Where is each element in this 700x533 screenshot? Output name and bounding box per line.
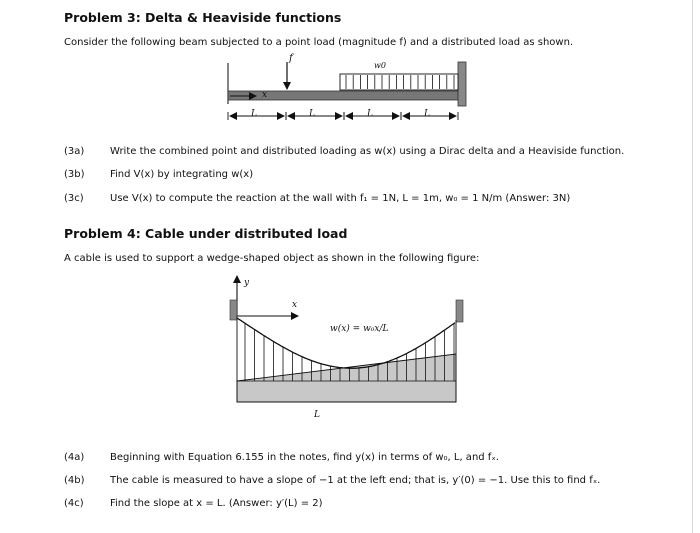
load-function-label: w(x) = w₀x/L [330,324,389,334]
item-3b-text: Find V(x) by integrating w(x) [110,169,254,180]
problem3-intro: Consider the following beam subjected to a point load (magnitude f) and a distributed load as shown. [64,37,574,48]
x-axis-label: x [262,90,268,100]
item-4a-text: Beginning with Equation 6.155 in the notes, find y(x) in terms of w₀, L, and fₓ. [110,452,499,463]
distributed-load [340,74,458,90]
cable-figure [230,276,463,402]
span-label-2: L [309,109,315,119]
item-3a-text: Write the combined point and distributed loading as w(x) using a Dirac delta and a Heaviside function. [110,146,625,157]
distributed-load-label: w0 [374,61,386,70]
item-3c-text: Use V(x) to compute the reaction at the wall with f₁ = 1N, L = 1m, w₀ = 1 N/m (Answer: 3N) [110,193,571,204]
item-4b-text: The cable is measured to have a slope of −1 at the left end; that is, y′(0) = −1. Use this to find fₓ. [110,475,601,486]
span-label-4: L [424,109,430,119]
problem4-title: Problem 4: Cable under distributed load [64,226,348,241]
item-3c-label: (3c) [64,193,84,204]
span-label-1: L [251,109,257,119]
problem4-intro: A cable is used to support a wedge-shaped object as shown in the following figure: [64,253,480,264]
span-label-cable: L [314,410,320,420]
item-4b-label: (4b) [64,475,85,486]
left-support [230,300,237,320]
problem3-title: Problem 3: Delta & Heaviside functions [64,10,342,25]
item-3a-label: (3a) [64,146,85,157]
item-4c-label: (4c) [64,498,84,509]
x-axis-label-cable: x [292,300,298,310]
point-load-label: f [289,53,293,64]
item-4c-text: Find the slope at x = L. (Answer: y′(L) = 2) [110,498,323,509]
right-support [456,300,463,322]
span-label-3: L [367,109,373,119]
item-4a-label: (4a) [64,452,85,463]
item-3b-label: (3b) [64,169,85,180]
y-axis-label: y [244,278,250,288]
wedge-object [237,354,456,402]
wall [458,62,466,106]
